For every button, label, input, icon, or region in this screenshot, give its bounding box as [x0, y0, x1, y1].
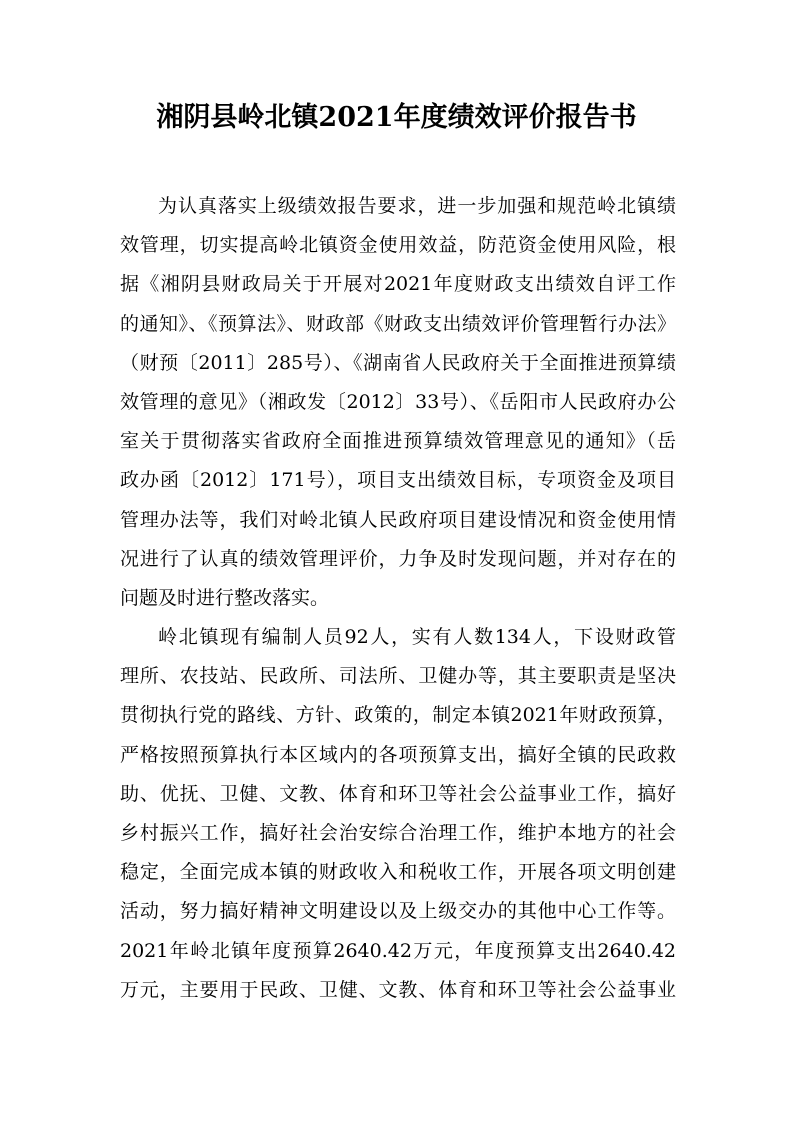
text-line: 2021年岭北镇年度预算2640.42万元，年度预算支出2640.42	[120, 939, 676, 962]
text-line: 管理办法等，我们对岭北镇人民政府项目建设情况和资金使用情	[120, 508, 676, 531]
text-line: 况进行了认真的绩效管理评价，力争及时发现问题，并对存在的	[120, 547, 676, 570]
text-line: 稳定，全面完成本镇的财政收入和税收工作，开展各项文明创建	[120, 861, 676, 884]
text-line: 岭北镇现有编制人员92人，实有人数134人，下设财政管	[158, 626, 676, 649]
text-line: 助、优抚、卫健、文教、体育和环卫等社会公益事业工作，搞好	[120, 782, 676, 805]
paragraph	[120, 618, 676, 1010]
text-line: （财预〔2011〕285号）、《湖南省人民政府关于全面推进预算绩	[120, 351, 676, 374]
text-line: 的通知》、《预算法》、财政部《财政支出绩效评价管理暂行办法》	[120, 312, 676, 335]
text-line: 室关于贯彻落实省政府全面推进预算绩效管理意见的通知》（岳	[120, 430, 676, 453]
text-line: 乡村振兴工作，搞好社会治安综合治理工作，维护本地方的社会	[120, 822, 676, 844]
text-line: 活动，努力搞好精神文明建设以及上级交办的其他中心工作等。	[120, 900, 676, 923]
text-line: 万元，主要用于民政、卫健、文教、体育和环卫等社会公益事业	[120, 978, 676, 1001]
text-line: 严格按照预算执行本区域内的各项预算支出，搞好全镇的民政救	[120, 743, 676, 766]
text-line: 效管理，切实提高岭北镇资金使用效益，防范资金使用风险，根	[120, 234, 676, 257]
document-title: 湘阴县岭北镇2021年度绩效评价报告书	[156, 102, 637, 133]
text-line: 问题及时进行整改落实。	[120, 586, 330, 609]
text-line: 为认真落实上级绩效报告要求，进一步加强和规范岭北镇绩	[158, 195, 676, 217]
text-line: 贯彻执行党的路线、方针、政策的，制定本镇2021年财政预算，	[120, 704, 676, 727]
text-line: 理所、农技站、民政所、司法所、卫健办等，其主要职责是坚决	[120, 665, 676, 688]
paragraph	[120, 187, 676, 618]
text-line: 政办函〔2012〕171号），项目支出绩效目标，专项资金及项目	[120, 469, 676, 492]
text-line: 效管理的意见》（湘政发〔2012〕33号）、《岳阳市人民政府办公	[120, 390, 676, 413]
text-line: 据《湘阴县财政局关于开展对2021年度财政支出绩效自评工作	[120, 273, 676, 296]
document-body	[120, 187, 676, 1010]
